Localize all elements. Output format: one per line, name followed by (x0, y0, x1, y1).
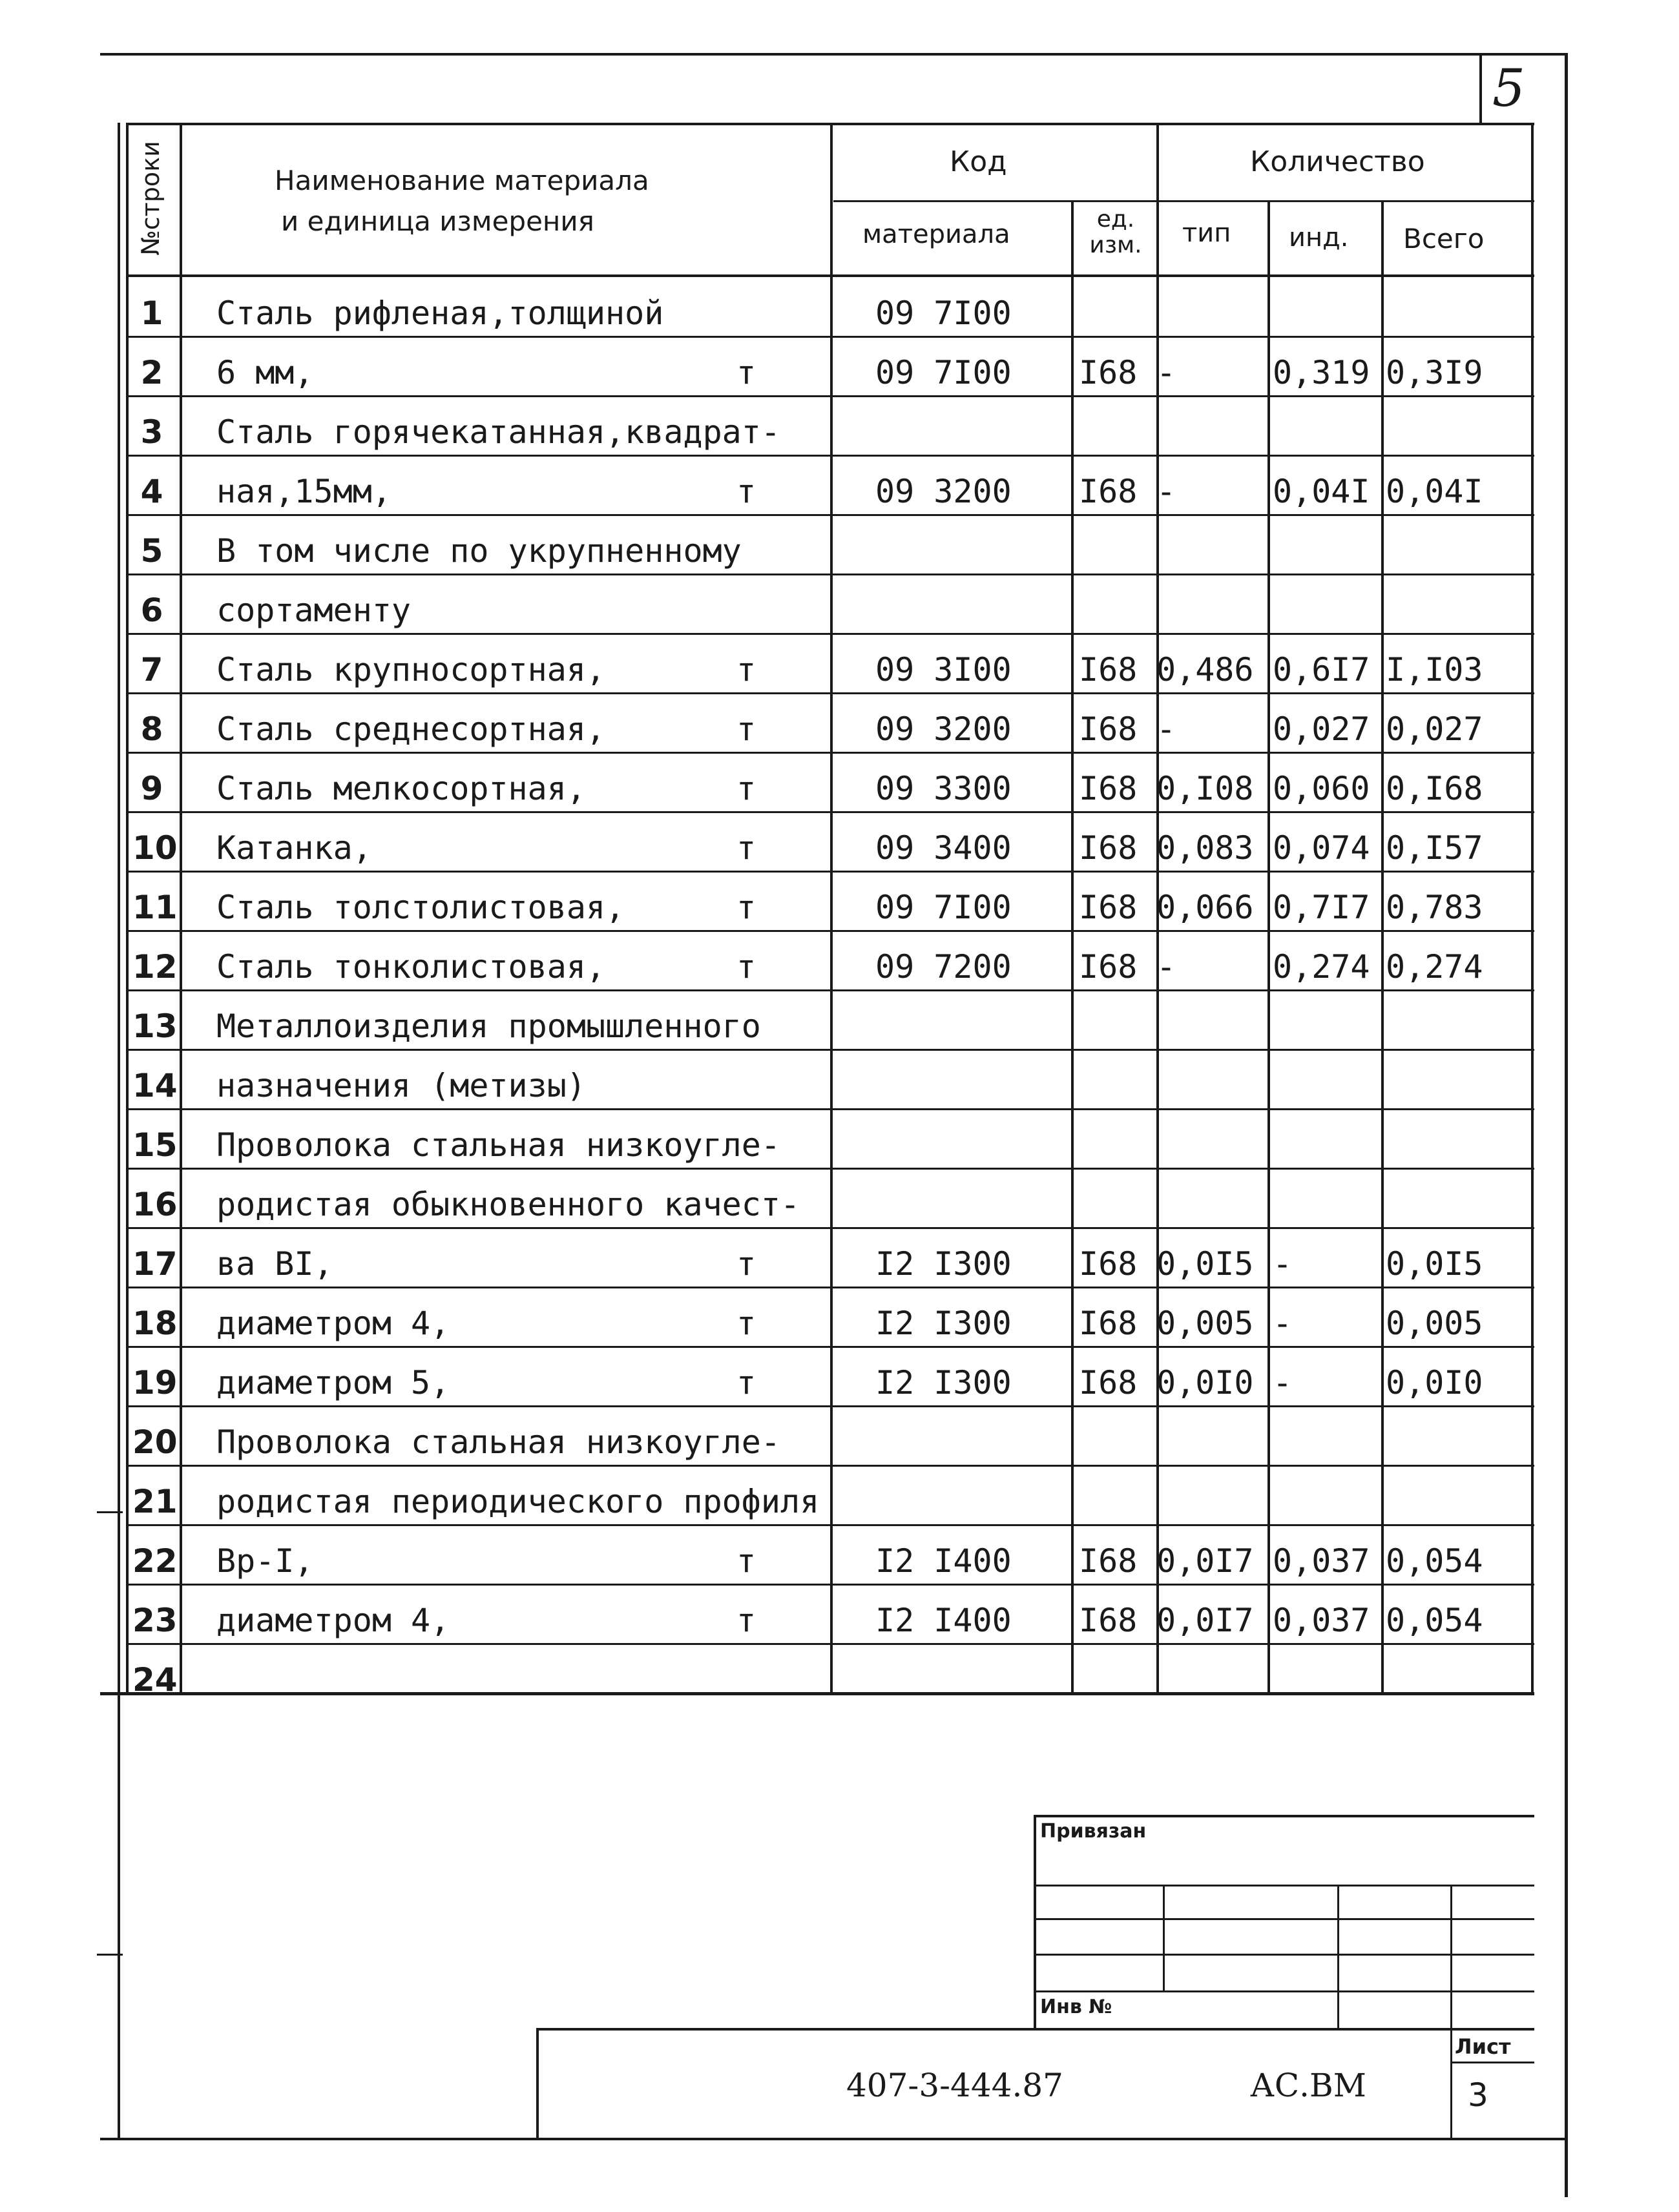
material-name: Сталь толстолистовая, (216, 889, 625, 926)
row-number: 5 (140, 532, 163, 570)
qty-individual: - (1273, 1305, 1293, 1342)
row-divider (126, 930, 1534, 932)
material-name: Проволока стальная низкоугле- (216, 1423, 780, 1461)
table-row (126, 872, 1534, 931)
material-name: родистая периодического профиля (216, 1483, 820, 1520)
table-row (126, 456, 1534, 515)
qty-total: 0,783 (1386, 889, 1483, 926)
header-type: тип (1182, 218, 1231, 248)
table-row (126, 397, 1534, 456)
material-name: сортаменту (216, 592, 412, 629)
material-code: 09 3300 (875, 770, 1012, 807)
row-number: 4 (140, 473, 163, 510)
header-name-line1: Наименование материала (275, 165, 649, 196)
unit-symbol: т (736, 1245, 756, 1283)
stamp-inv-label: Инв № (1040, 1996, 1112, 2018)
material-name: 6 мм, (216, 354, 314, 391)
qty-total: 0,005 (1386, 1305, 1483, 1342)
qty-type: 0,0I7 (1156, 1542, 1254, 1580)
row-divider (126, 336, 1534, 338)
qty-type: 0,0I7 (1156, 1602, 1254, 1639)
row-number: 19 (132, 1364, 178, 1401)
stamp-line-4 (1034, 1990, 1534, 1992)
row-divider (126, 574, 1534, 575)
qty-total: 0,I57 (1386, 829, 1483, 867)
material-code: 09 3200 (875, 473, 1012, 510)
row-number: 7 (140, 651, 163, 688)
qty-individual: 0,037 (1273, 1602, 1370, 1639)
material-code: I2 I400 (875, 1542, 1012, 1580)
row-divider (126, 989, 1534, 991)
unit-symbol: т (736, 710, 756, 748)
row-divider (126, 752, 1534, 754)
table-row (126, 1347, 1534, 1407)
stamp-line-1 (1034, 1885, 1534, 1886)
header-row-number: №строки (136, 141, 165, 256)
document-mark: АС.ВМ (1250, 2067, 1366, 2104)
qty-individual: 0,074 (1273, 829, 1370, 867)
row-divider (126, 1346, 1534, 1348)
row-divider (126, 811, 1534, 813)
row-divider (126, 514, 1534, 516)
row-divider (126, 1584, 1534, 1586)
material-code: I2 I300 (875, 1245, 1012, 1283)
row-number: 24 (132, 1661, 178, 1699)
material-name: Сталь рифленая,толщиной (216, 295, 664, 332)
qty-total: 0,054 (1386, 1542, 1483, 1580)
material-name: Проволока стальная низкоугле- (216, 1126, 780, 1164)
stamp-line-2 (1034, 1918, 1534, 1920)
header-ind: инд. (1289, 223, 1349, 253)
material-code: 09 3400 (875, 829, 1012, 867)
material-name: ная,15мм, (216, 473, 391, 510)
header-total: Всего (1403, 223, 1485, 254)
unit-code: I68 (1079, 1245, 1138, 1283)
title-block-left (536, 2028, 539, 2139)
table-row (126, 634, 1534, 694)
qty-type: 0,I08 (1156, 770, 1254, 807)
row-number: 16 (132, 1186, 178, 1223)
qty-individual: 0,027 (1273, 710, 1370, 748)
table-row (126, 1169, 1534, 1228)
row-divider (126, 1405, 1534, 1407)
title-block-top (536, 2028, 1534, 2031)
qty-type: 0,005 (1156, 1305, 1254, 1342)
row-divider (126, 1465, 1534, 1467)
row-number: 21 (132, 1483, 178, 1520)
unit-code: I68 (1079, 770, 1138, 807)
table-row (126, 753, 1534, 812)
row-number: 20 (132, 1423, 178, 1461)
material-name: Катанка, (216, 829, 372, 867)
row-number: 23 (132, 1602, 178, 1639)
right-border (1565, 53, 1568, 2197)
qty-total: 0,054 (1386, 1602, 1483, 1639)
material-name: Сталь крупносортная, (216, 651, 606, 688)
row-divider (126, 1227, 1534, 1229)
stamp-top (1034, 1815, 1534, 1817)
row-divider (126, 1049, 1534, 1051)
left-border (118, 123, 120, 2138)
unit-symbol: т (736, 473, 756, 510)
row-divider (126, 1524, 1534, 1526)
row-number: 13 (132, 1008, 178, 1045)
row-divider (126, 871, 1534, 873)
unit-code: I68 (1079, 1602, 1138, 1639)
material-code: 09 3200 (875, 710, 1012, 748)
qty-individual: 0,060 (1273, 770, 1370, 807)
row-divider (126, 1168, 1534, 1170)
table-row (126, 1525, 1534, 1585)
material-code: 09 3I00 (875, 651, 1012, 688)
material-code: 09 7I00 (875, 889, 1012, 926)
unit-symbol: т (736, 354, 756, 391)
qty-total: 0,0I5 (1386, 1245, 1483, 1283)
unit-symbol: т (736, 889, 756, 926)
sheet-label-line (1450, 2062, 1534, 2063)
unit-symbol: т (736, 1602, 756, 1639)
material-code: I2 I300 (875, 1305, 1012, 1342)
row-number: 22 (132, 1542, 178, 1580)
bottom-border (100, 2138, 1567, 2140)
stamp-linked-label: Привязан (1040, 1820, 1147, 1843)
qty-total: 0,274 (1386, 948, 1483, 986)
unit-symbol: т (736, 1305, 756, 1342)
unit-code: I68 (1079, 889, 1138, 926)
row-divider (126, 1287, 1534, 1288)
qty-type: - (1156, 473, 1176, 510)
qty-individual: 0,274 (1273, 948, 1370, 986)
qty-individual: 0,037 (1273, 1542, 1370, 1580)
page-number-handwritten: 5 (1492, 58, 1525, 118)
material-name: Сталь тонколистовая, (216, 948, 606, 986)
material-name: Сталь мелкосортная, (216, 770, 586, 807)
qty-type: - (1156, 710, 1176, 748)
stamp-col-1 (1163, 1885, 1165, 1991)
sheet-label: Лист (1455, 2034, 1511, 2059)
qty-type: - (1156, 354, 1176, 391)
row-divider (126, 692, 1534, 694)
unit-symbol: т (736, 1364, 756, 1401)
row-number: 10 (132, 829, 178, 867)
row-divider (126, 1108, 1534, 1110)
stamp-line-3 (1034, 1954, 1534, 1956)
row-divider (126, 455, 1534, 457)
material-name: назначения (метизы) (216, 1067, 586, 1104)
unit-code: I68 (1079, 1364, 1138, 1401)
unit-code: I68 (1079, 710, 1138, 748)
unit-symbol: т (736, 829, 756, 867)
unit-symbol: т (736, 948, 756, 986)
stamp-col-2 (1337, 1885, 1339, 2028)
header-divider (833, 200, 1534, 202)
material-name: ва BI, (216, 1245, 333, 1283)
qty-type: 0,0I5 (1156, 1245, 1254, 1283)
material-code: 09 7I00 (875, 354, 1012, 391)
material-name: диаметром 5, (216, 1364, 450, 1401)
row-number: 2 (140, 354, 163, 391)
material-name: Вр-I, (216, 1542, 314, 1580)
row-number: 6 (140, 592, 163, 629)
table-row (126, 991, 1534, 1050)
table-row (126, 694, 1534, 753)
qty-individual: 0,7I7 (1273, 889, 1370, 926)
document-code: 407-3-444.87 (846, 2067, 1063, 2104)
unit-code: I68 (1079, 651, 1138, 688)
table-row (126, 515, 1534, 575)
header-code: Код (950, 145, 1007, 178)
material-name: диаметром 4, (216, 1305, 450, 1342)
qty-total: 0,I68 (1386, 770, 1483, 807)
qty-total: 0,027 (1386, 710, 1483, 748)
qty-type: - (1156, 948, 1176, 986)
row-divider (126, 633, 1534, 635)
row-divider (126, 395, 1534, 397)
unit-code: I68 (1079, 1542, 1138, 1580)
qty-individual: - (1273, 1364, 1293, 1401)
table-row (126, 812, 1534, 872)
unit-code: I68 (1079, 473, 1138, 510)
stamp-col-3 (1450, 1885, 1452, 2138)
row-number: 9 (140, 770, 163, 807)
row-number: 8 (140, 710, 163, 748)
material-name: Металлоизделия промышленного (216, 1008, 761, 1045)
material-code: I2 I400 (875, 1602, 1012, 1639)
table-row (126, 1288, 1534, 1347)
table-row (126, 1407, 1534, 1466)
table-row (126, 1228, 1534, 1288)
qty-total: 0,0I0 (1386, 1364, 1483, 1401)
row-number: 18 (132, 1305, 178, 1342)
material-code: I2 I300 (875, 1364, 1012, 1401)
material-code: 09 7200 (875, 948, 1012, 986)
unit-symbol: т (736, 651, 756, 688)
qty-type: 0,486 (1156, 651, 1254, 688)
row-number: 14 (132, 1067, 178, 1104)
material-name: Сталь среднесортная, (216, 710, 606, 748)
sheet-number: 3 (1468, 2076, 1488, 2114)
row-number: 1 (140, 295, 163, 332)
row-number: 11 (132, 889, 178, 926)
margin-mark-1 (97, 1511, 123, 1513)
qty-individual: 0,319 (1273, 354, 1370, 391)
row-number: 12 (132, 948, 178, 986)
row-number: 17 (132, 1245, 178, 1283)
row-number: 3 (140, 413, 163, 451)
qty-individual: 0,04I (1273, 473, 1370, 510)
qty-total: 0,04I (1386, 473, 1483, 510)
top-border (100, 53, 1567, 56)
qty-type: 0,066 (1156, 889, 1254, 926)
table-row (126, 337, 1534, 397)
table-row (126, 1585, 1534, 1644)
header-quantity: Количество (1250, 145, 1425, 178)
table-row (126, 1644, 1534, 1704)
unit-code: I68 (1079, 1305, 1138, 1342)
qty-total: 0,3I9 (1386, 354, 1483, 391)
table-row (126, 278, 1534, 337)
table-row (126, 1466, 1534, 1525)
qty-type: 0,083 (1156, 829, 1254, 867)
qty-individual: 0,6I7 (1273, 651, 1370, 688)
table-row (126, 931, 1534, 991)
material-name: родистая обыкновенного качест- (216, 1186, 800, 1223)
unit-code: I68 (1079, 829, 1138, 867)
material-name: В том числе по укрупненному (216, 532, 742, 570)
qty-individual: - (1273, 1245, 1293, 1283)
page-number-box-left (1479, 53, 1482, 124)
qty-total: I,I03 (1386, 651, 1483, 688)
table-row (126, 1050, 1534, 1110)
material-name: Сталь горячекатанная,квадрат- (216, 413, 780, 451)
header-unit: ед. изм. (1089, 206, 1142, 258)
header-name-line2: и единица измерения (281, 205, 594, 237)
unit-code: I68 (1079, 948, 1138, 986)
qty-type: 0,0I0 (1156, 1364, 1254, 1401)
table-row (126, 575, 1534, 634)
material-name: диаметром 4, (216, 1602, 450, 1639)
stamp-left (1034, 1815, 1036, 2028)
row-number: 15 (132, 1126, 178, 1164)
margin-mark-2 (97, 1954, 123, 1956)
unit-symbol: т (736, 1542, 756, 1580)
unit-code: I68 (1079, 354, 1138, 391)
table-row (126, 1110, 1534, 1169)
unit-symbol: т (736, 770, 756, 807)
material-code: 09 7I00 (875, 295, 1012, 332)
header-material: материала (862, 220, 1010, 249)
row-divider (126, 1643, 1534, 1645)
